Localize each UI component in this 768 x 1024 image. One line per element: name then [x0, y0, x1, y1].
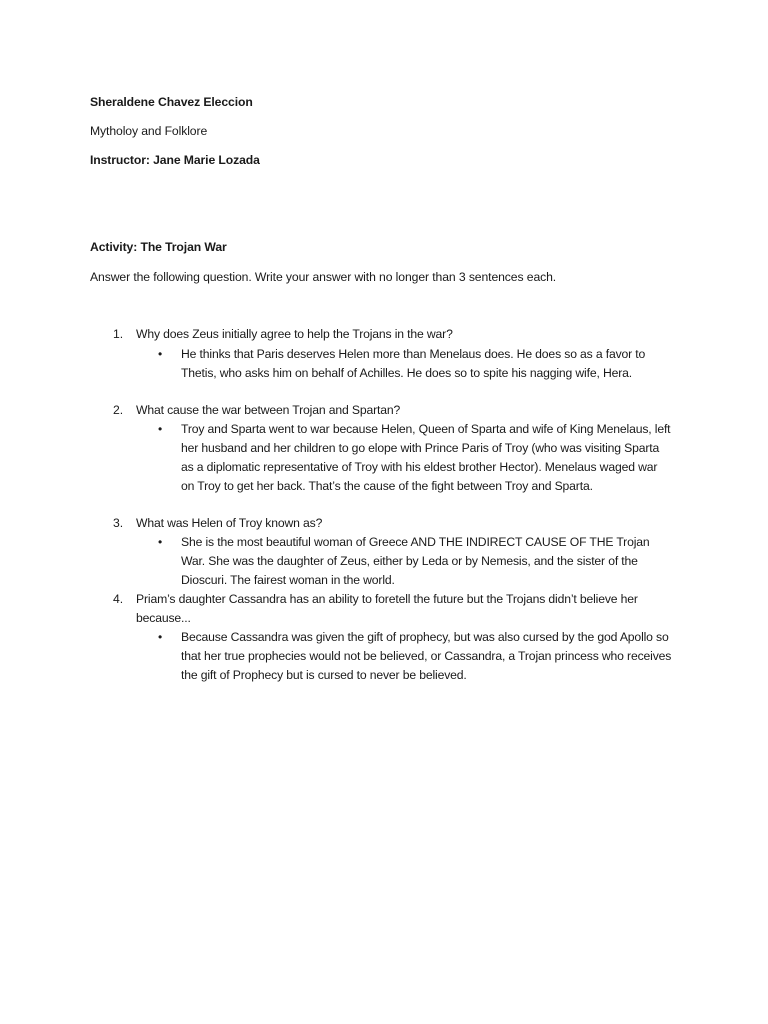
student-name: Sheraldene Chavez Eleccion — [90, 95, 253, 109]
question-text: What was Helen of Troy known as? — [136, 516, 323, 530]
answer-text: Troy and Sparta went to war because Helen, Queen of Sparta and wife of King Menelaus, left her husband and her children to go elope with Prince Paris of Troy (who was visiting Sparta as a diplomatic representative of Troy with his eldest brother Hector). Menelaus waged war on Troy to get her back. That’s the cause of the fight between Troy and Sparta. — [181, 422, 671, 493]
question-text: Priam’s daughter Cassandra has an ability to foretell the future but the Trojans didn’t believe her because... — [136, 592, 638, 625]
answer-text: She is the most beautiful woman of Greece AND THE INDIRECT CAUSE OF THE Trojan War. She was the daughter of Zeus, either by Leda or by Nemesis, and the sister of the Dioscuri. The fairest woman in the world. — [181, 535, 650, 587]
bullet-icon: • — [158, 422, 163, 436]
bullet-icon: • — [158, 630, 163, 644]
course-name: Mytholoy and Folklore — [90, 124, 208, 138]
question-number: 3. — [113, 516, 124, 530]
instructor-name: Instructor: Jane Marie Lozada — [90, 153, 260, 167]
question-text: What cause the war between Trojan and Spartan? — [136, 403, 401, 417]
activity-title: Activity: The Trojan War — [90, 240, 227, 254]
activity-instructions: Answer the following question. Write your answer with no longer than 3 sentences each. — [90, 270, 557, 284]
question-number: 2. — [113, 403, 124, 417]
answer-text: Because Cassandra was given the gift of prophecy, but was also cursed by the god Apollo so that her true prophecies would not be believed, or Cassandra, a Trojan princess who receives the gift of Prophecy but is cursed to never be believed. — [181, 630, 672, 682]
question-text: Why does Zeus initially agree to help the Trojans in the war? — [136, 327, 453, 341]
question-number: 4. — [113, 592, 124, 606]
bullet-icon: • — [158, 535, 163, 549]
question-number: 1. — [113, 327, 124, 341]
bullet-icon: • — [158, 347, 163, 361]
answer-text: He thinks that Paris deserves Helen more than Menelaus does. He does so as a favor to Thetis, who asks him on behalf of Achilles. He does so to spite his nagging wife, Hera. — [181, 347, 646, 380]
